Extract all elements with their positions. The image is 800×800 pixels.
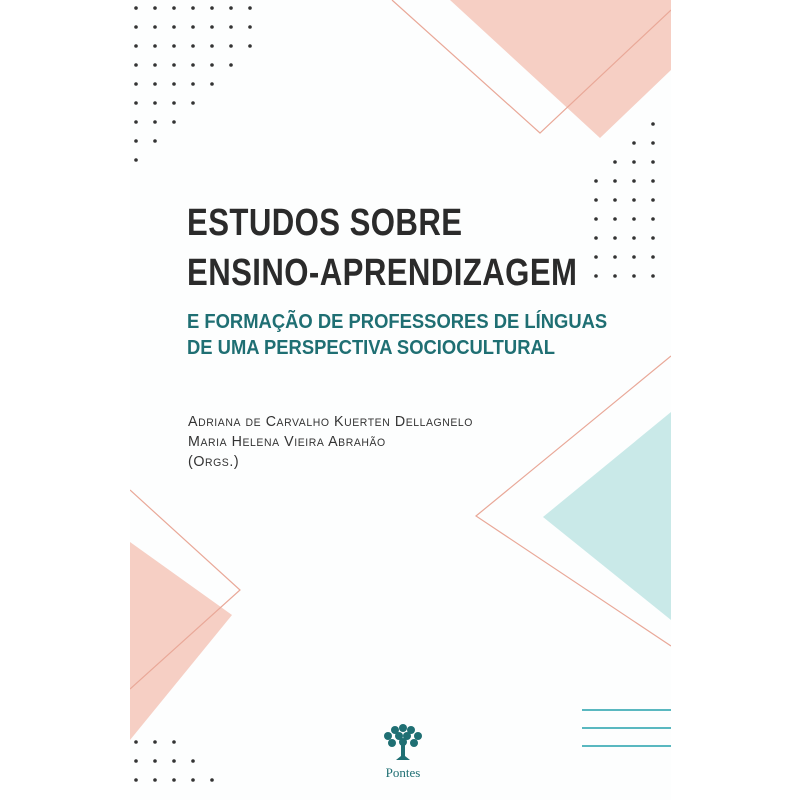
dot bbox=[191, 25, 195, 29]
dot bbox=[229, 25, 233, 29]
dot bbox=[191, 63, 195, 67]
dot bbox=[153, 120, 157, 124]
dot bbox=[651, 198, 655, 202]
title-line-1: ESTUDOS SOBRE bbox=[187, 202, 463, 244]
tree-icon bbox=[380, 722, 426, 762]
dot-grid-right bbox=[594, 122, 655, 278]
dot bbox=[134, 139, 138, 143]
teal-triangle-right bbox=[543, 412, 671, 620]
dot bbox=[248, 6, 252, 10]
dot bbox=[248, 25, 252, 29]
dot bbox=[134, 101, 138, 105]
dot bbox=[172, 101, 176, 105]
dot bbox=[632, 141, 636, 145]
subtitle-line-1: E FORMAÇÃO DE PROFESSORES DE LÍNGUAS bbox=[187, 311, 608, 333]
dot bbox=[191, 778, 195, 782]
dot bbox=[210, 778, 214, 782]
dot bbox=[134, 778, 138, 782]
dot bbox=[594, 179, 598, 183]
editors-note: (Orgs.) bbox=[188, 453, 240, 470]
dot bbox=[229, 44, 233, 48]
dot bbox=[613, 236, 617, 240]
dot bbox=[632, 217, 636, 221]
dot bbox=[191, 44, 195, 48]
dot bbox=[229, 6, 233, 10]
dot bbox=[153, 101, 157, 105]
dot bbox=[191, 759, 195, 763]
dot bbox=[134, 740, 138, 744]
dot bbox=[210, 82, 214, 86]
dot bbox=[172, 44, 176, 48]
dot bbox=[651, 122, 655, 126]
dot bbox=[632, 160, 636, 164]
dot bbox=[613, 179, 617, 183]
subtitle-line-2: DE UMA PERSPECTIVA SOCIOCULTURAL bbox=[187, 337, 556, 359]
dot bbox=[651, 141, 655, 145]
dot bbox=[172, 63, 176, 67]
dot bbox=[153, 44, 157, 48]
dot bbox=[594, 255, 598, 259]
dot bbox=[153, 63, 157, 67]
dot bbox=[134, 120, 138, 124]
dot bbox=[153, 139, 157, 143]
dot bbox=[613, 160, 617, 164]
dot bbox=[153, 740, 157, 744]
dot bbox=[153, 6, 157, 10]
dot bbox=[613, 198, 617, 202]
dot-grid-top-left bbox=[134, 6, 252, 162]
dot bbox=[210, 44, 214, 48]
dot bbox=[613, 217, 617, 221]
dot bbox=[651, 274, 655, 278]
title-line-2: ENSINO-APRENDIZAGEM bbox=[187, 252, 578, 294]
dot bbox=[613, 274, 617, 278]
dot bbox=[191, 82, 195, 86]
dot bbox=[134, 6, 138, 10]
publisher-name: Pontes bbox=[385, 765, 421, 780]
author-1: Adriana de Carvalho Kuerten Dellagnelo bbox=[188, 413, 473, 430]
dot bbox=[172, 82, 176, 86]
cover-decoration bbox=[130, 0, 671, 800]
dot bbox=[134, 44, 138, 48]
dot bbox=[210, 25, 214, 29]
dot bbox=[172, 740, 176, 744]
dot bbox=[594, 198, 598, 202]
book-cover bbox=[130, 0, 671, 800]
dot bbox=[172, 6, 176, 10]
dot bbox=[134, 82, 138, 86]
dot bbox=[134, 25, 138, 29]
salmon-triangle-left bbox=[130, 542, 232, 740]
dot bbox=[210, 6, 214, 10]
dot bbox=[248, 44, 252, 48]
dot bbox=[594, 236, 598, 240]
dot bbox=[191, 101, 195, 105]
dot bbox=[210, 63, 214, 67]
dot bbox=[134, 158, 138, 162]
dot bbox=[134, 759, 138, 763]
dot bbox=[632, 255, 636, 259]
dot bbox=[613, 255, 617, 259]
dot bbox=[229, 63, 233, 67]
dot bbox=[153, 25, 157, 29]
dot bbox=[594, 274, 598, 278]
dot bbox=[172, 778, 176, 782]
dot bbox=[153, 778, 157, 782]
author-2: Maria Helena Vieira Abrahão bbox=[188, 433, 386, 450]
dot bbox=[172, 25, 176, 29]
publisher-logo bbox=[378, 722, 428, 781]
salmon-triangle-top bbox=[450, 0, 671, 138]
dot bbox=[153, 82, 157, 86]
dot-grid-bottom-left bbox=[134, 740, 214, 782]
dot bbox=[651, 179, 655, 183]
dot bbox=[651, 255, 655, 259]
dot bbox=[651, 160, 655, 164]
dot bbox=[191, 6, 195, 10]
dot bbox=[153, 759, 157, 763]
dot bbox=[632, 236, 636, 240]
dot bbox=[632, 179, 636, 183]
dot bbox=[172, 759, 176, 763]
dot bbox=[594, 217, 598, 221]
dot bbox=[651, 217, 655, 221]
dot bbox=[651, 236, 655, 240]
dot bbox=[172, 120, 176, 124]
dot bbox=[632, 198, 636, 202]
dot bbox=[134, 63, 138, 67]
dot bbox=[632, 274, 636, 278]
